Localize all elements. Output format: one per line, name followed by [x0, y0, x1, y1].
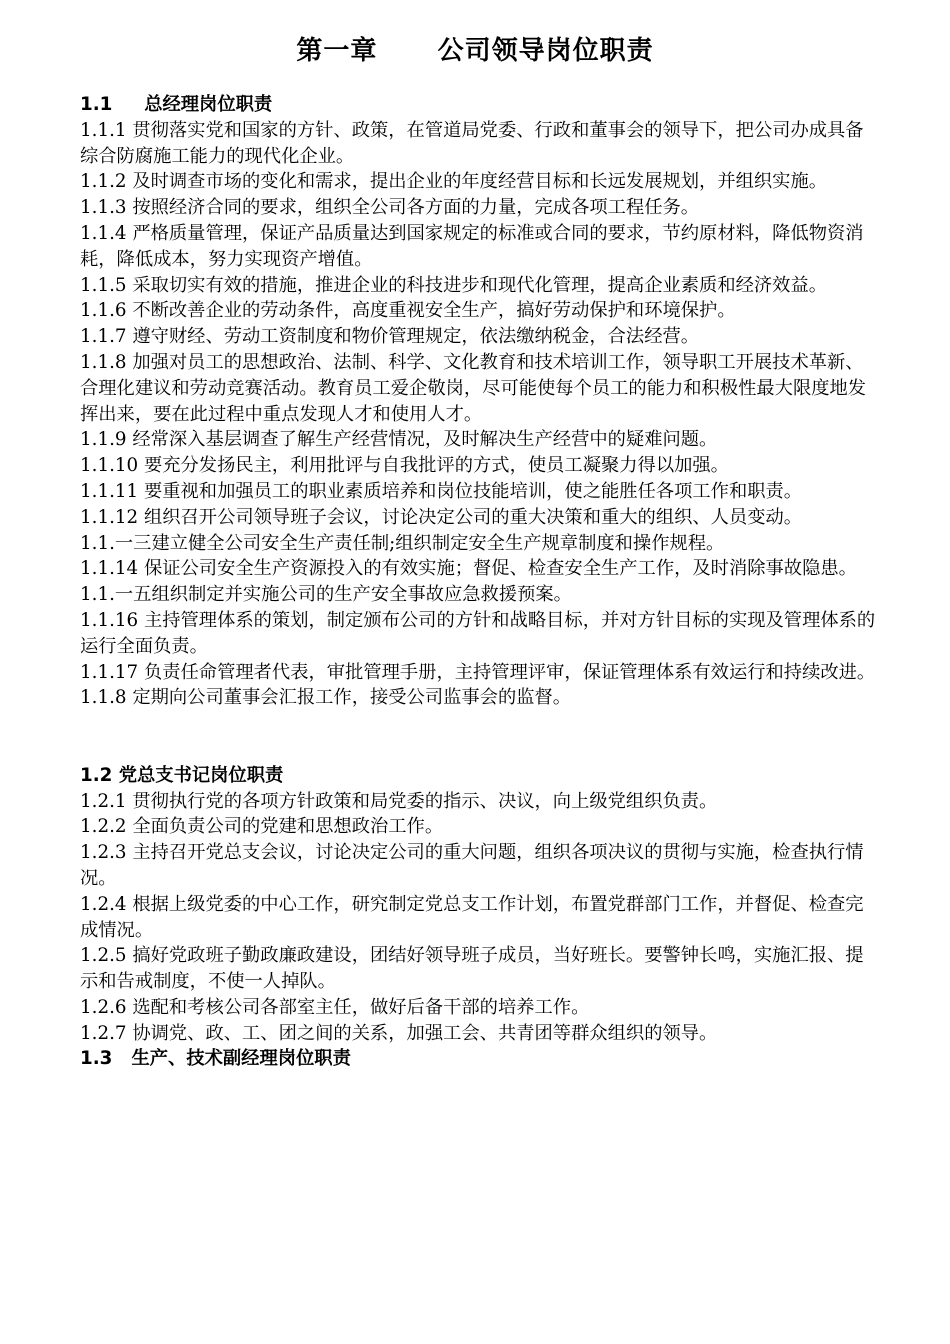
- duty-item: 1.1.5 采取切实有效的措施，推进企业的科技进步和现代化管理，提高企业素质和经济效益。: [80, 274, 828, 296]
- duty-item: 1.1.10 要充分发扬民主，利用批评与自我批评的方式，使员工凝聚力得以加强。: [80, 455, 729, 477]
- chapter-title: 第一章 公司领导岗位职责: [296, 36, 654, 66]
- duty-item: 1.1.9 经常深入基层调查了解生产经营情况，及时解决生产经营中的疑难问题。: [80, 429, 718, 451]
- duty-item: 1.1.17 负责任命管理者代表，审批管理手册，主持管理评审，保证管理体系有效运行和持续改进。: [80, 661, 876, 683]
- duty-item: 1.1.3 按照经济合同的要求，组织全公司各方面的力量，完成各项工程任务。: [80, 197, 700, 219]
- duty-item: 1.1.8 定期向公司董事会汇报工作，接受公司监事会的监督。: [80, 687, 572, 709]
- duty-item: 1.1.12 组织召开公司领导班子会议，讨论决定公司的重大决策和重大的组织、人员变动。: [80, 506, 803, 528]
- duty-item: 1.1.4 严格质量管理，保证产品质量达到国家规定的标准或合同的要求，节约原材料，降低物资消耗，降低成本，努力实现资产增值。: [80, 222, 864, 270]
- duty-item: 1.1.7 遵守财经、劳动工资制度和物价管理规定，依法缴纳税金，合法经营。: [80, 326, 700, 348]
- duty-item: 1.1.一三建立健全公司安全生产责任制;组织制定安全生产规章制度和操作规程。: [80, 532, 725, 554]
- duty-item: 1.1.6 不断改善企业的劳动条件，高度重视安全生产，搞好劳动保护和环境保护。: [80, 300, 736, 322]
- document-body: [80, 92, 880, 1072]
- duty-item: 1.2.5 搞好党政班子勤政廉政建设，团结好领导班子成员，当好班长。要警钟长鸣，实施汇报、提示和告戒制度，不使一人掉队。: [80, 945, 864, 993]
- duty-item: 1.1.2 及时调查市场的变化和需求，提出企业的年度经营目标和长远发展规划，并组织实施。: [80, 171, 828, 193]
- duty-item: 1.2.1 贯彻执行党的各项方针政策和局党委的指示、决议，向上级党组织负责。: [80, 790, 718, 812]
- duty-item: 1.2.6 选配和考核公司各部室主任，做好后备干部的培养工作。: [80, 996, 590, 1018]
- duty-item: 1.1.16 主持管理体系的策划，制定颁布公司的方针和战略目标，并对方针目标的实现及管理体系的运行全面负责。: [80, 609, 876, 657]
- duty-item: 1.2.4 根据上级党委的中心工作，研究制定党总支工作计划，布置党群部门工作，并督促、检查完成情况。: [80, 893, 864, 941]
- duty-item: 1.2.3 主持召开党总支会议，讨论决定公司的重大问题，组织各项决议的贯彻与实施，检查执行情况。: [80, 842, 864, 889]
- duty-item: 1.1.一五组织制定并实施公司的生产安全事故应急救援预案。: [80, 584, 572, 606]
- section-spacer: [80, 711, 880, 763]
- duty-item: 1.2.2 全面负责公司的党建和思想政治工作。: [80, 816, 444, 838]
- duty-item: 1.1.14 保证公司安全生产资源投入的有效实施；督促、检查安全生产工作，及时消除事故隐患。: [80, 558, 857, 580]
- duty-item: 1.1.1 贯彻落实党和国家的方针、政策，在管道局党委、行政和董事会的领导下，把公司办成具备综合防腐施工能力的现代化企业。: [80, 119, 864, 167]
- duty-item: 1.1.8 加强对员工的思想政治、法制、科学、文化教育和技术培训工作，领导职工开展技术革新、合理化建议和劳动竞赛活动。教育员工爱企敬岗，尽可能使每个员工的能力和积极性最大限度地发挥出来，要在此过程中重点发现人才和使用人才。: [80, 351, 867, 425]
- section-heading-1-2: 1.2 党总支书记岗位职责: [80, 764, 284, 786]
- section-heading-1-3: 1.3 生产、技术副经理岗位职责: [80, 1048, 351, 1070]
- section-heading-1-1: 1.1 总经理岗位职责: [80, 94, 273, 115]
- duty-item: 1.1.11 要重视和加强员工的职业素质培养和岗位技能培训，使之能胜任各项工作和职责。: [80, 480, 803, 502]
- duty-item: 1.2.7 协调党、政、工、团之间的关系，加强工会、共青团等群众组织的领导。: [80, 1022, 718, 1044]
